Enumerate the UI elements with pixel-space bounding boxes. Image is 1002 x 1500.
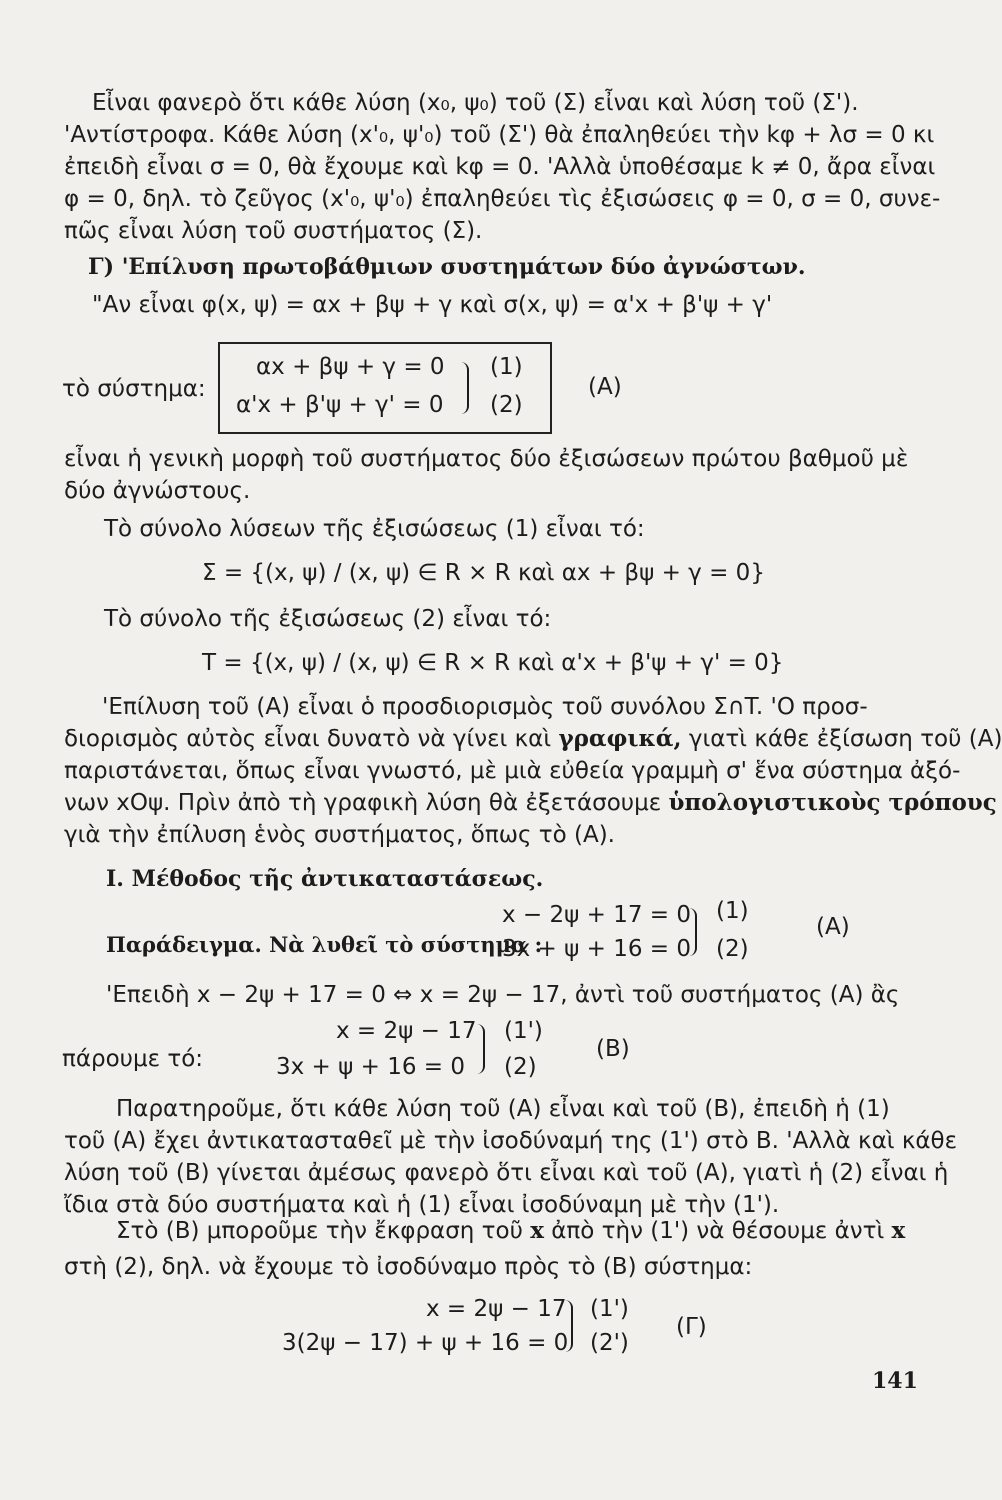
take-label: πάρουμε τό: — [62, 1046, 204, 1072]
text-line: Τὸ σύνολο λύσεων τῆς ἐξισώσεως (1) εἶναι τό: — [104, 516, 645, 542]
equation-number: (2) — [504, 1054, 537, 1080]
example-label: Παράδειγμα. Νὰ λυθεῖ τὸ σύστημα : — [106, 932, 543, 957]
text-line: ἐπειδὴ εἶναι σ = 0, θὰ ἔχουμε καὶ kφ = 0. 'Αλλὰ ὑποθέσαμε k ≠ 0, ἄρα εἶναι — [64, 154, 936, 180]
text-line: στὴ (2), δηλ. νὰ ἔχουμε τὸ ἰσοδύναμο πρὸς τὸ (B) σύστημα: — [64, 1254, 753, 1280]
text-span: ἀπὸ τὴν (1') νὰ θέσουμε ἀντὶ — [543, 1218, 892, 1244]
text-line: γιὰ τὴν ἐπίλυση ἑνὸς συστήματος, ὅπως τὸ (A). — [64, 822, 615, 848]
text-line: "Αν εἶναι φ(x, ψ) = αx + βψ + γ καὶ σ(x, ψ) = α'x + β'ψ + γ' — [92, 292, 773, 318]
text-line — [64, 724, 1002, 754]
section-heading: Γ) 'Επίλυση πρωτοβάθμιων συστημάτων δύο ἀγνώστων. — [88, 254, 806, 280]
emphasis-text: x — [530, 1217, 544, 1244]
equation-number: (2') — [590, 1330, 629, 1356]
text-span: διορισμὸς αὐτὸς εἶναι δυνατὸ νὰ γίνει καὶ — [64, 726, 559, 752]
equation-number: (2) — [716, 936, 749, 962]
text-line — [64, 788, 997, 818]
text-span: νων xOψ. Πρὶν ἀπὸ τὴ γραφικὴ λύση θὰ ἐξετάσουμε — [64, 790, 669, 816]
text-line: ἴδια στὰ δύο συστήματα καὶ ἡ (1) εἶναι ἰσοδύναμη μὲ τὴν (1'). — [64, 1192, 780, 1218]
text-line — [116, 1216, 966, 1246]
text-line: εἶναι ἡ γενικὴ μορφὴ τοῦ συστήματος δύο ἐξισώσεων πρώτου βαθμοῦ μὲ — [64, 446, 909, 472]
equation-number: (1') — [590, 1296, 629, 1322]
set-definition: T = {(x, ψ) / (x, ψ) ∈ R × R καὶ α'x + β'ψ + γ' = 0} — [202, 650, 784, 676]
brace — [688, 908, 697, 956]
text-line: Εἶναι φανερὸ ὅτι κάθε λύση (x₀, ψ₀) τοῦ (Σ) εἶναι καὶ λύση τοῦ (Σ'). — [92, 90, 859, 116]
system-name: (A) — [816, 914, 850, 940]
equation-number: (1) — [490, 354, 523, 380]
text-span: γιατὶ κάθε ἐξίσωση τοῦ (A) — [681, 726, 1002, 752]
text-line: Παρατηροῦμε, ὅτι κάθε λύση τοῦ (A) εἶναι καὶ τοῦ (B), ἐπειδὴ ἡ (1) — [116, 1096, 890, 1122]
brace — [476, 1024, 485, 1074]
text-line: Τὸ σύνολο τῆς ἐξισώσεως (2) εἶναι τό: — [104, 606, 552, 632]
equation: 3x + ψ + 16 = 0 — [502, 936, 691, 962]
emphasis-text: γραφικά, — [558, 725, 682, 752]
brace — [564, 1300, 573, 1352]
equation: x = 2ψ − 17 — [336, 1018, 477, 1044]
text-line: πῶς εἶναι λύση τοῦ συστήματος (Σ). — [64, 218, 483, 244]
set-definition: Σ = {(x, ψ) / (x, ψ) ∈ R × R καὶ αx + βψ + γ = 0} — [202, 560, 765, 586]
equation-number: (1) — [716, 898, 749, 924]
equation-number: (1') — [504, 1018, 543, 1044]
equation: x = 2ψ − 17 — [426, 1296, 567, 1322]
system-label: τὸ σύστημα: — [62, 376, 206, 402]
text-line: 'Επίλυση τοῦ (A) εἶναι ὁ προσδιορισμὸς τοῦ συνόλου Σ∩T. 'Ο προσ- — [102, 694, 868, 720]
brace — [460, 362, 469, 414]
text-line: παριστάνεται, ὅπως εἶναι γνωστό, μὲ μιὰ εὐθεία γραμμὴ σ' ἕνα σύστημα ἀξό- — [64, 758, 961, 784]
equation: 3(2ψ − 17) + ψ + 16 = 0 — [282, 1330, 569, 1356]
text-line: δύο ἀγνώστους. — [64, 478, 251, 504]
equation: αx + βψ + γ = 0 — [256, 354, 445, 380]
method-heading: I. Μέθοδος τῆς ἀντικαταστάσεως. — [106, 866, 544, 892]
system-name: (A) — [588, 374, 622, 400]
text-line: λύση τοῦ (B) γίνεται ἀμέσως φανερὸ ὅτι εἶναι καὶ τοῦ (A), γιατὶ ἡ (2) εἶναι ἡ — [64, 1160, 949, 1186]
page-number: 141 — [872, 1368, 918, 1394]
text-line: φ = 0, δηλ. τὸ ζεῦγος (x'₀, ψ'₀) ἐπαληθεύει τὶς ἐξισώσεις φ = 0, σ = 0, συνε- — [64, 186, 941, 212]
text-line: 'Αντίστροφα. Κάθε λύση (x'₀, ψ'₀) τοῦ (Σ') θὰ ἐπαληθεύει τὴν kφ + λσ = 0 κι — [64, 122, 935, 148]
equation: x − 2ψ + 17 = 0 — [502, 902, 691, 928]
text-line: τοῦ (A) ἔχει ἀντικατασταθεῖ μὲ τὴν ἰσοδύναμή της (1') στὸ B. 'Αλλὰ καὶ κάθε — [64, 1128, 958, 1154]
text-span: Στὸ (B) μποροῦμε τὴν ἔκφραση τοῦ — [116, 1218, 531, 1244]
emphasis-text: x — [891, 1217, 906, 1244]
system-name: (B) — [596, 1036, 630, 1062]
equation-number: (2) — [490, 392, 523, 418]
equation: 3x + ψ + 16 = 0 — [276, 1054, 465, 1080]
system-name: (Γ) — [676, 1314, 707, 1340]
equation: α'x + β'ψ + γ' = 0 — [236, 392, 444, 418]
emphasis-text: ὑπολογιστικοὺς τρόπους — [668, 789, 997, 816]
text-line: 'Επειδὴ x − 2ψ + 17 = 0 ⇔ x = 2ψ − 17, ἀντὶ τοῦ συστήματος (A) ἂς — [106, 982, 900, 1008]
